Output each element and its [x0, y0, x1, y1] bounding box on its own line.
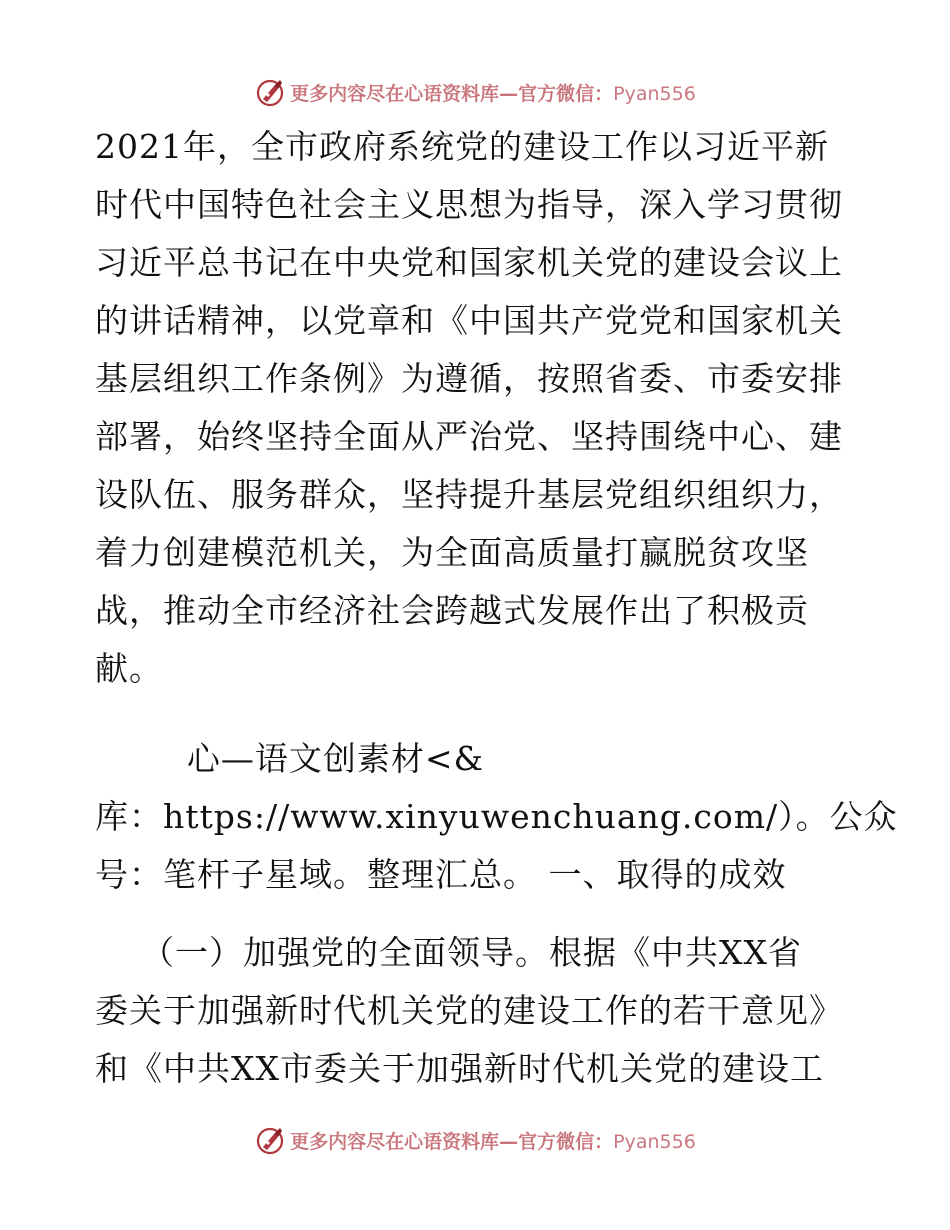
footer-banner-label: 更多内容尽在心语资料库—官方微信：: [290, 1130, 614, 1153]
text-line: 委关于加强新时代机关党的建设工作的若干意见》: [95, 991, 843, 1030]
paragraph-3: [95, 924, 855, 1098]
header-banner: [0, 72, 950, 112]
header-banner-handle: Pyan556: [613, 82, 696, 105]
text-line: 设队伍、服务群众，坚持提升基层党组织组织力，: [95, 475, 843, 514]
text-line: （一）加强党的全面领导。根据《中共XX省: [95, 933, 802, 972]
text-line: 着力创建模范机关，为全面高质量打赢脱贫攻坚: [95, 533, 809, 572]
footer-banner-handle: Pyan556: [613, 1130, 696, 1153]
footer-banner-text: [290, 1127, 696, 1154]
text-line: 库：https://www.xinyuwenchuang.com/）。公众: [95, 797, 898, 836]
text-line: 战，推动全市经济社会跨越式发展作出了积极贡: [95, 591, 809, 630]
paragraph-gap: [95, 904, 855, 924]
text-line: 基层组织工作条例》为遵循，按照省委、市委安排: [95, 359, 843, 398]
header-banner-inner: [254, 76, 696, 108]
header-banner-label: 更多内容尽在心语资料库—官方微信：: [290, 82, 614, 105]
text-line: 2021年，全市政府系统党的建设工作以习近平新: [95, 127, 829, 166]
text-line: 心—语文创素材<&: [95, 739, 484, 778]
text-line: 的讲话精神，以党章和《中国共产党党和国家机关: [95, 301, 843, 340]
paragraph-2: [95, 730, 898, 904]
footer-banner-inner: [254, 1124, 696, 1156]
paragraph-gap: [95, 698, 855, 730]
paragraph-1: [95, 118, 855, 698]
footer-banner: [0, 1120, 950, 1160]
pen-logo-icon: [254, 1124, 286, 1156]
header-banner-text: [290, 79, 696, 106]
text-line: 和《中共XX市委关于加强新时代机关党的建设工: [95, 1049, 824, 1088]
document-body: [95, 118, 898, 1098]
text-line: 部署，始终坚持全面从严治党、坚持围绕中心、建: [95, 417, 843, 456]
text-line: 号：笔杆子星域。整理汇总。 一、取得的成效: [95, 855, 787, 894]
text-line: 习近平总书记在中央党和国家机关党的建设会议上: [95, 243, 843, 282]
text-line: 献。: [95, 649, 163, 688]
pen-logo-icon: [254, 76, 286, 108]
text-line: 时代中国特色社会主义思想为指导，深入学习贯彻: [95, 185, 843, 224]
